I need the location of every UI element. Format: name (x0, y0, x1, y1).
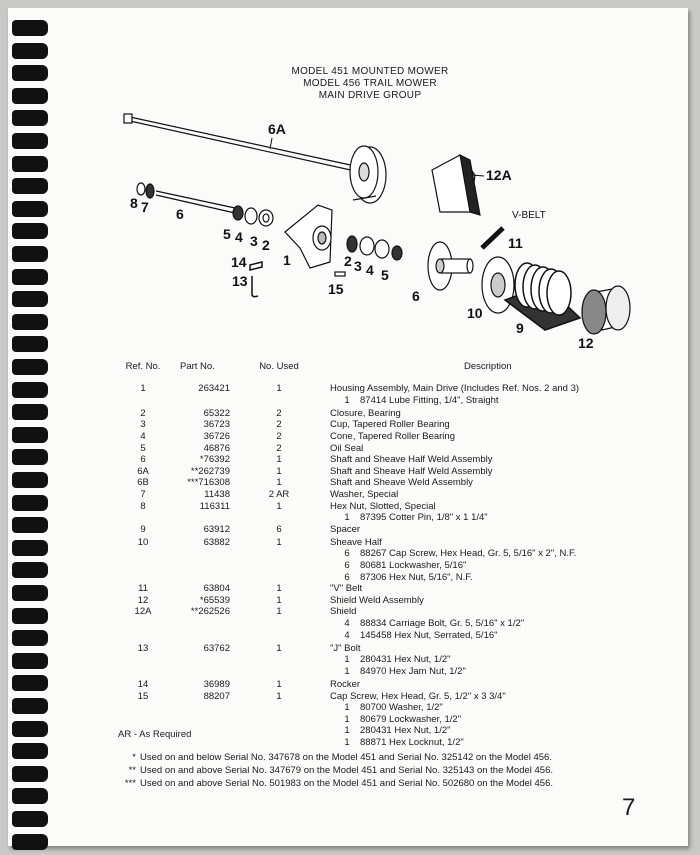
housing-1 (285, 205, 332, 268)
binding-ring (12, 517, 48, 533)
shaft-6 (156, 191, 273, 226)
row-description: "V" Belt (330, 583, 363, 595)
callout-11: 11 (508, 235, 523, 251)
row-no-used: 2 (276, 430, 282, 442)
binding-ring (12, 269, 48, 285)
bearings-right (347, 236, 402, 260)
binding-ring (12, 472, 48, 488)
row-description: Oil Seal (330, 442, 364, 454)
row-ref-no: 4 (140, 430, 146, 442)
page-title-block (200, 66, 540, 102)
callout-1: 1 (283, 252, 291, 268)
binding-ring (12, 43, 48, 59)
binding-ring (12, 88, 48, 104)
callout-4-left: 4 (235, 229, 243, 245)
row-description: Cone, Tapered Roller Bearing (330, 430, 455, 442)
subrow-quantity: 6 (344, 571, 350, 583)
row-description: Rocker (330, 679, 361, 690)
v-belt-11 (482, 228, 503, 248)
binding-ring (12, 811, 48, 827)
subrow-description: 87306 Hex Nut, 5/16", N.F. (360, 571, 473, 583)
binding-ring (12, 766, 48, 782)
row-no-used: 1 (276, 383, 282, 394)
j-bolt-13 (250, 262, 262, 297)
subrow-quantity: 4 (344, 618, 350, 629)
row-part-no: 36723 (203, 419, 230, 431)
binding-ring (12, 178, 48, 194)
row-ref-no: 12A (134, 606, 152, 618)
binding-ring (12, 359, 48, 375)
subrow-description: 280431 Hex Nut, 1/2" (360, 654, 451, 666)
binding-ring (12, 201, 48, 217)
row-part-no: 263421 (198, 383, 230, 394)
row-no-used: 1 (276, 583, 282, 595)
subrow-description: 88871 Hex Locknut, 1/2" (360, 737, 464, 748)
title-line-2: MODEL 456 TRAIL MOWER (303, 78, 437, 89)
row-no-used: 1 (276, 477, 282, 489)
binding-ring (12, 834, 48, 850)
binding-ring (12, 65, 48, 81)
subrow-quantity: 1 (344, 725, 350, 737)
binding-ring (12, 743, 48, 759)
subrow-description: 88834 Carriage Bolt, Gr. 5, 5/16" x 1/2" (360, 618, 525, 629)
callout-15: 15 (328, 281, 344, 297)
row-part-no: 88207 (203, 690, 230, 702)
row-description: Washer, Special (330, 488, 399, 500)
row-description: Closure, Bearing (330, 407, 401, 419)
row-ref-no: 9 (140, 523, 146, 535)
binding-ring (12, 223, 48, 239)
subrow-quantity: 4 (344, 629, 350, 641)
binding-ring (12, 630, 48, 646)
row-ref-no: 10 (137, 536, 149, 548)
binding-ring (12, 314, 48, 330)
callout-6-right: 6 (412, 288, 420, 304)
callout-3-left: 3 (250, 233, 258, 249)
subrow-description: 80679 Lockwasher, 1/2" (360, 713, 462, 725)
subrow-quantity: 1 (344, 665, 350, 677)
header-ref-no: Ref. No. (125, 361, 161, 372)
row-part-no: 65322 (203, 407, 230, 419)
row-no-used: 2 (276, 419, 282, 431)
sheave-10 (482, 257, 514, 313)
row-ref-no: 8 (140, 500, 146, 512)
binding-spine (0, 0, 60, 855)
row-no-used: 1 (276, 465, 282, 477)
binding-ring (12, 608, 48, 624)
title-line-3: MAIN DRIVE GROUP (318, 90, 422, 101)
subrow-description: 87395 Cotter Pin, 1/8" x 1 1/4" (360, 512, 488, 524)
binding-ring (12, 20, 48, 36)
footnote-mark: *** (124, 778, 136, 789)
header-description: Description (464, 361, 512, 372)
binding-ring (12, 336, 48, 352)
row-part-no: *76392 (199, 454, 230, 466)
subrow-quantity: 6 (344, 560, 350, 571)
callout-6a: 6A (268, 121, 286, 137)
binding-ring (12, 110, 48, 126)
subrow-description: 80681 Lockwasher, 5/16" (360, 560, 467, 571)
subrow-description: 80700 Washer, 1/2" (360, 702, 443, 714)
callout-14: 14 (231, 254, 247, 270)
callout-4-right: 4 (366, 262, 374, 278)
binding-ring (12, 382, 48, 398)
row-no-used: 2 (276, 442, 282, 454)
header-part-no: Part No. (180, 361, 215, 372)
binding-ring (12, 788, 48, 804)
binding-ring (12, 698, 48, 714)
page-number: 7 (622, 794, 636, 821)
row-description: Shaft and Sheave Weld Assembly (330, 477, 473, 489)
callout-5-right: 5 (381, 267, 389, 283)
binding-ring (12, 404, 48, 420)
callout-10: 10 (467, 305, 483, 321)
row-part-no: 116311 (199, 500, 230, 512)
footnote-text: Used on and above Serial No. 501983 on the Model 451 and Serial No. 502680 on the Model 456. (140, 778, 554, 789)
row-description: Shield (330, 606, 357, 618)
row-ref-no: 6A (137, 465, 149, 477)
footnote-text: Used on and below Serial No. 347678 on the Model 451 and Serial No. 325142 on the Model 456. (140, 752, 552, 763)
row-part-no: 36989 (203, 679, 230, 690)
binding-ring (12, 495, 48, 511)
row-ref-no: 5 (140, 442, 146, 454)
row-part-no: 63762 (203, 642, 230, 654)
callout-3-right: 3 (354, 258, 362, 274)
row-no-used: 1 (276, 642, 282, 654)
row-description: Cup, Tapered Roller Bearing (330, 419, 450, 431)
row-ref-no: 2 (140, 407, 146, 419)
callout-7: 7 (141, 199, 149, 215)
shield-12 (582, 286, 630, 334)
subrow-quantity: 1 (344, 702, 350, 714)
row-part-no: 36726 (203, 430, 230, 442)
shield-12a (432, 155, 480, 215)
binding-ring (12, 246, 48, 262)
binding-ring (12, 156, 48, 172)
row-part-no: 63804 (203, 583, 230, 595)
row-ref-no: 15 (137, 690, 149, 702)
row-part-no: 63882 (203, 536, 230, 548)
row-no-used: 2 (276, 407, 282, 419)
row-no-used: 6 (276, 523, 282, 535)
subrow-description: 88267 Cap Screw, Hex Head, Gr. 5, 5/16" x 2", N.F. (360, 548, 577, 560)
row-ref-no: 3 (140, 419, 146, 431)
footnote-text: Used on and above Serial No. 347679 on the Model 451 and Serial No. 325143 on the Model 456. (140, 765, 554, 776)
row-ref-no: 14 (137, 679, 149, 690)
subrow-description: 145458 Hex Nut, Serrated, 5/16" (360, 629, 498, 641)
title-line-1: MODEL 451 MOUNTED MOWER (291, 66, 449, 77)
callout-9: 9 (516, 320, 524, 336)
callout-2-left: 2 (262, 237, 270, 253)
header-no-used: No. Used (259, 361, 299, 372)
binding-ring (12, 721, 48, 737)
row-description: "J" Bolt (330, 642, 361, 654)
binding-ring (12, 291, 48, 307)
row-description: Cap Screw, Hex Head, Gr. 5, 1/2" x 3 3/4" (330, 690, 506, 702)
footnote-mark: * (132, 752, 136, 763)
callout-2-right: 2 (344, 253, 352, 269)
row-ref-no: 12 (137, 594, 149, 606)
row-ref-no: 6B (137, 477, 149, 489)
binding-ring (12, 562, 48, 578)
row-no-used: 1 (276, 606, 282, 618)
nut-washer-8-7 (137, 183, 154, 198)
row-part-no: **262739 (190, 465, 230, 477)
row-no-used: 1 (276, 454, 282, 466)
binding-ring (12, 585, 48, 601)
subrow-description: 87414 Lube Fitting, 1/4", Straight (360, 394, 499, 406)
subrow-description: 280431 Hex Nut, 1/2" (360, 725, 451, 737)
footnote-mark: ** (128, 765, 136, 776)
row-ref-no: 7 (140, 488, 146, 500)
row-description: Shaft and Sheave Half Weld Assembly (330, 454, 493, 466)
subrow-quantity: 6 (344, 548, 350, 560)
row-part-no: 11438 (204, 488, 230, 500)
callout-13: 13 (232, 273, 248, 289)
callout-8: 8 (130, 195, 138, 211)
callout-5-left: 5 (223, 226, 231, 242)
row-description: Spacer (330, 523, 361, 535)
binding-ring (12, 427, 48, 443)
row-no-used: 1 (276, 594, 282, 606)
binding-ring (12, 449, 48, 465)
callout-6-left: 6 (176, 206, 184, 222)
subrow-description: 84970 Hex Jam Nut, 1/2" (360, 665, 466, 677)
row-no-used: 1 (276, 690, 282, 702)
cap-screw-15 (335, 272, 345, 276)
binding-ring (12, 540, 48, 556)
shaft-6a (124, 114, 386, 203)
row-description: Housing Assembly, Main Drive (Includes Ref. Nos. 2 and 3) (330, 383, 580, 394)
callout-12a: 12A (486, 167, 512, 183)
row-no-used: 1 (276, 679, 282, 690)
row-description: Shield Weld Assembly (330, 594, 424, 606)
row-ref-no: 1 (140, 383, 146, 394)
row-no-used: 1 (276, 500, 282, 512)
row-no-used: 2 AR (268, 488, 290, 500)
row-ref-no: 13 (137, 642, 149, 654)
row-ref-no: 11 (138, 583, 148, 595)
subrow-quantity: 1 (344, 394, 350, 406)
callout-12: 12 (578, 335, 594, 351)
row-part-no: ***716308 (187, 477, 230, 489)
row-part-no: 63912 (203, 523, 230, 535)
binding-ring (12, 133, 48, 149)
sheave-6 (428, 242, 473, 290)
row-ref-no: 6 (140, 454, 146, 466)
exploded-parts-diagram (110, 100, 670, 355)
binding-ring (12, 675, 48, 691)
subrow-quantity: 1 (344, 654, 350, 666)
row-part-no: 46876 (203, 442, 230, 454)
row-no-used: 1 (276, 536, 282, 548)
row-part-no: **262526 (190, 606, 230, 618)
subrow-quantity: 1 (344, 512, 350, 524)
v-belt-label: V-BELT (512, 210, 546, 221)
binding-ring (12, 653, 48, 669)
subrow-quantity: 1 (344, 737, 350, 748)
row-description: Shaft and Sheave Half Weld Assembly (330, 465, 493, 477)
row-description: Hex Nut, Slotted, Special (330, 500, 436, 512)
as-required-note: AR - As Required (118, 729, 192, 740)
row-description: Sheave Half (330, 536, 382, 548)
subrow-quantity: 1 (344, 713, 350, 725)
row-part-no: *65539 (199, 594, 230, 606)
